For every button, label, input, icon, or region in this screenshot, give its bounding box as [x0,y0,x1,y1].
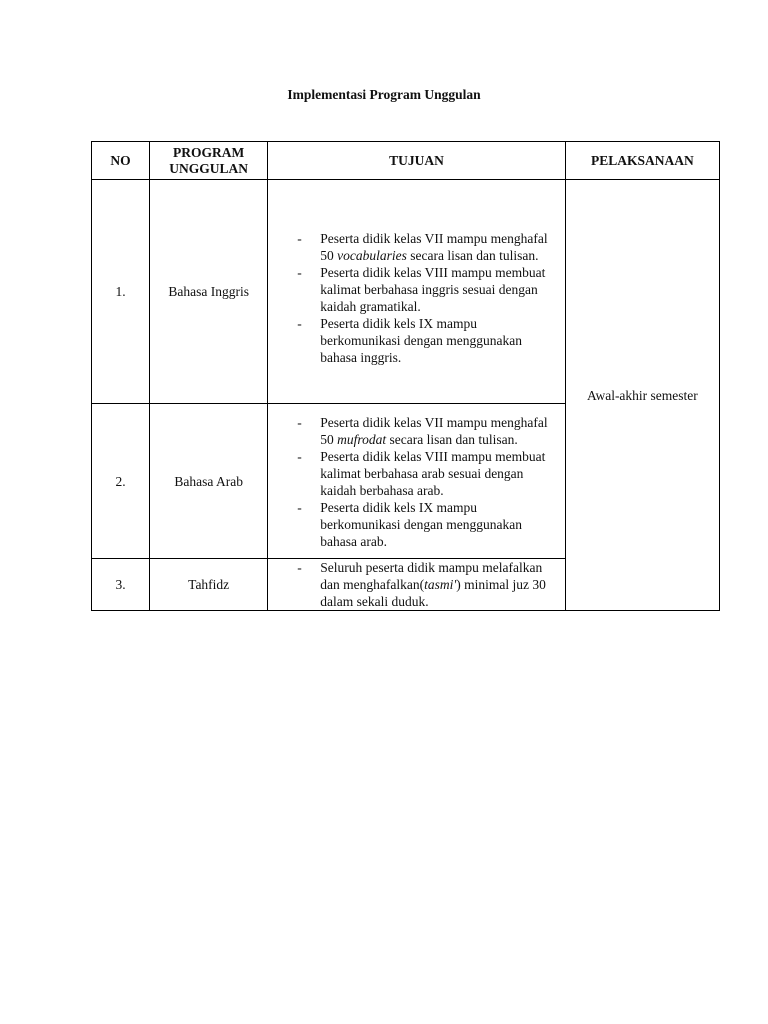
goal-cell [268,404,565,559]
header-execution: PELAKSANAAN [565,142,719,180]
goal-list [268,218,564,366]
goal-list [268,559,564,610]
goal-cell [268,180,565,404]
goal-item: - Peserta didik kelas VIII mampu membuat kalimat berbahasa inggris sesuai dengan kaidah gramatikal. [297,264,556,315]
goal-list [268,413,564,550]
goal-item: - Seluruh peserta didik mampu melafalkan dan menghafalkan(tasmi') minimal juz 30 dalam sekali duduk. [297,559,556,610]
goal-item: - Peserta didik kelas VIII mampu membuat kalimat berbahasa arab sesuai dengan kaidah berbahasa arab. [297,448,556,499]
table-row [92,180,720,404]
header-program: PROGRAM UNGGULAN [150,142,268,180]
goal-item: - Peserta didik kelas VII mampu menghafal 50 vocabularies secara lisan dan tulisan. [297,230,556,264]
row-number: 1. [92,180,150,404]
goal-item: - Peserta didik kels IX mampu berkomunikasi dengan menggunakan bahasa inggris. [297,315,556,366]
goal-item: - Peserta didik kels IX mampu berkomunikasi dengan menggunakan bahasa arab. [297,499,556,550]
row-number: 2. [92,404,150,559]
goal-item: - Peserta didik kelas VII mampu menghafal 50 mufrodat secara lisan dan tulisan. [297,414,556,448]
goal-cell [268,559,565,611]
goal-term: tasmi' [424,577,457,592]
goal-term: vocabularies [337,247,407,263]
program-name: Bahasa Arab [150,404,268,559]
header-no: NO [92,142,150,180]
header-goal: TUJUAN [268,142,565,180]
row-number: 3. [92,559,150,611]
table-header-row [92,142,720,180]
program-table [91,141,720,611]
execution-cell: Awal-akhir semester [565,180,719,611]
page-title: Implementasi Program Unggulan [287,87,481,102]
goal-term: mufrodat [337,431,387,447]
program-name: Tahfidz [150,559,268,611]
program-name: Bahasa Inggris [150,180,268,404]
